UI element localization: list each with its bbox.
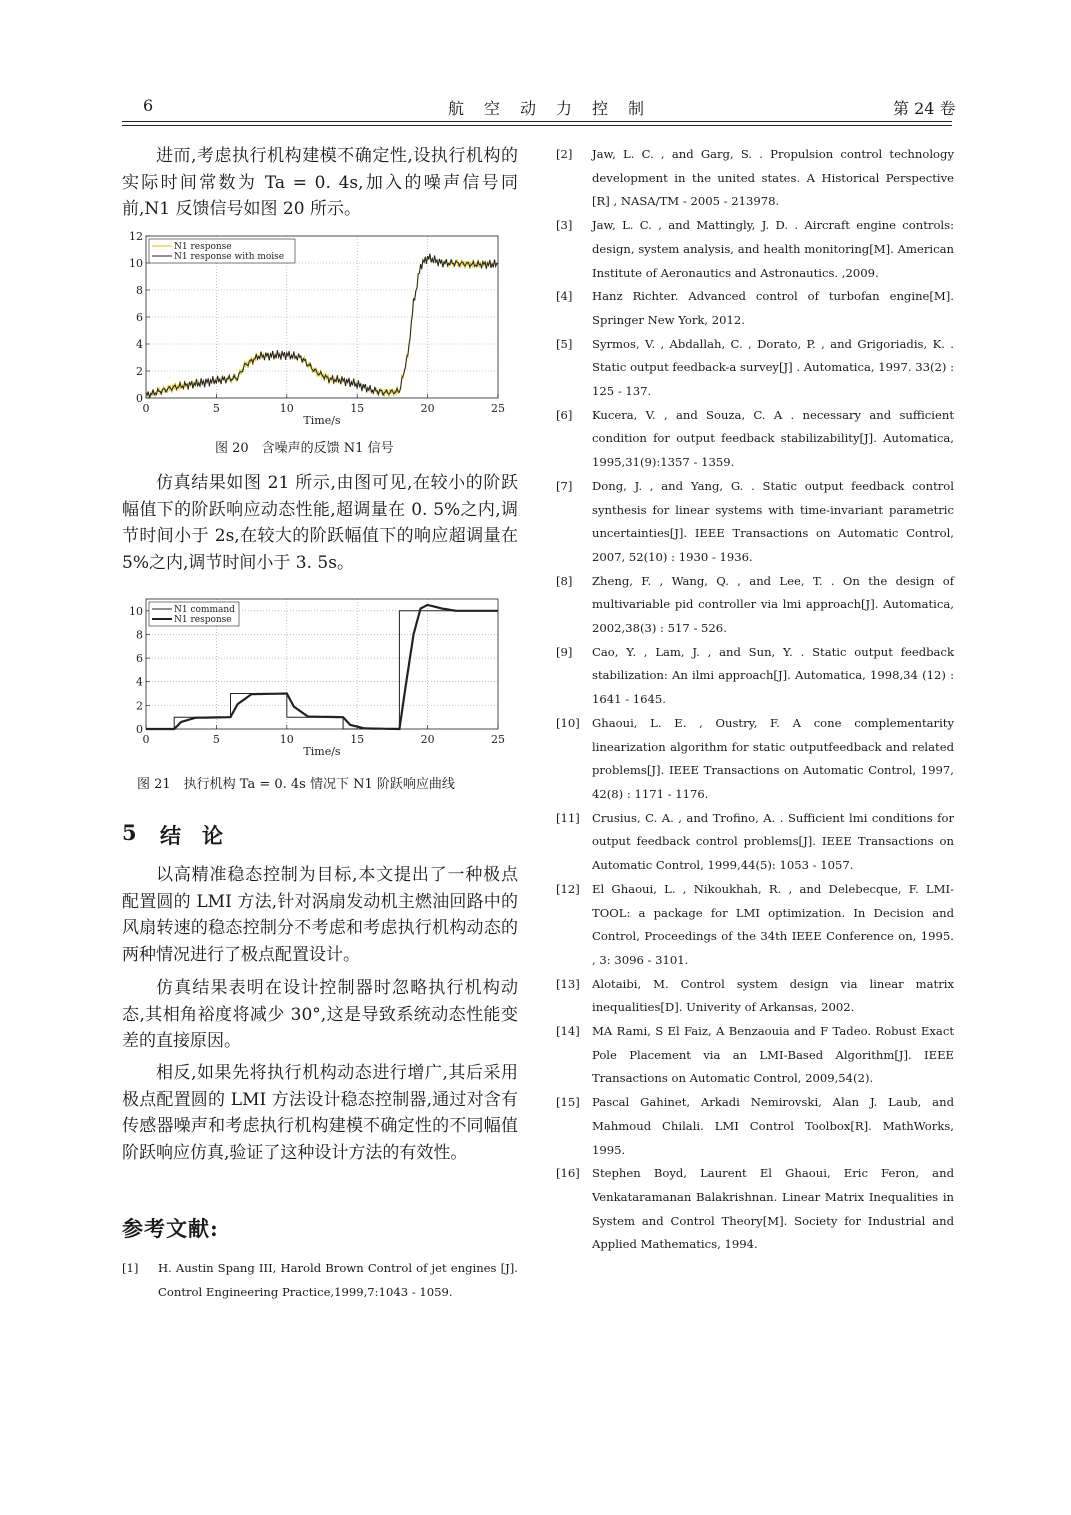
chart-legend [149,602,239,626]
header-rule [122,121,952,122]
reference-number: [8] [556,573,573,588]
paragraph-3: 以高精准稳态控制为目标,本文提出了一种极点配置圆的 LMI 方法,针对涡扇发动机主燃油回路中的风扇转速的稳态控制分不考虑和考虑执行机构动态的两种情况进行了极点配置设计。 [122,865,518,965]
x-tick-label: 20 [420,402,435,415]
reference-item [556,214,954,285]
reference-text: MA Rami, S El Faiz, A Benzaouia and F Tadeo. Robust Exact Pole Placement via an LMI-Based Algorithm[J]. IEEE Transactions on Automatic Control, 2009,54(2). [592,1024,954,1086]
reference-number: [13] [556,976,580,991]
reference-text: Cao, Y. , Lam, J. , and Sun, Y. . Static output feedback stabilization: An ilmi approach[J]. Automatica, 1998,34 (12) : 1641 - 1645. [592,644,954,707]
y-tick-label: 6 [136,311,143,324]
x-tick-label: 5 [212,402,220,415]
figure-20-caption: 图 20 含噪声的反馈 N1 信号 [215,441,394,456]
reference-item [556,333,954,404]
chart-legend [149,239,295,263]
x-tick-label: 0 [142,733,150,746]
reference-item [556,404,954,475]
reference-number: [11] [556,810,580,825]
y-tick-label: 6 [136,652,143,666]
reference-item [556,1162,954,1257]
figure-21-chart [120,593,520,763]
legend-label: N1 command [174,605,235,615]
reference-text: Hanz Richter. Advanced control of turbofan engine[M]. Springer New York, 2012. [592,289,954,327]
reference-text: Ghaoui, L. E. , Oustry, F. A cone complementarity linearization algorithm for static outputfeedback and related problems[J]. IEEE Transactions on Automatic Control, 1997, 42(8) : 1171 - 1176. [592,715,954,801]
x-axis-label: Time/s [303,745,341,758]
reference-item [556,641,954,712]
reference-text: Alotaibi, M. Control system design via linear matrix inequalities[D]. Univerity of Arkansas, 2002. [592,976,954,1015]
y-tick-label: 2 [136,699,143,713]
reference-item [556,285,954,332]
y-tick-label: 2 [136,365,143,378]
x-tick-label: 15 [350,733,365,746]
x-tick-label: 25 [491,733,505,746]
reference-item [556,143,954,214]
reference-number: [16] [556,1166,580,1181]
x-tick-label: 10 [279,733,294,746]
section-title: 结 论 [160,823,223,848]
reference-list [556,143,954,1257]
x-tick-label: 0 [142,402,150,415]
x-tick-label: 20 [420,733,435,746]
x-tick-label: 10 [279,402,294,415]
y-tick-label: 10 [129,257,143,270]
y-tick-label: 4 [136,675,143,689]
x-tick-label: 25 [491,402,505,415]
reference-number: [4] [556,289,573,304]
reference-number: [10] [556,715,580,730]
y-tick-label: 8 [136,628,143,642]
reference-number: [2] [556,147,573,161]
reference-text: Pascal Gahinet, Arkadi Nemirovski, Alan J. Laub, and Mahmoud Chilali. LMI Control Toolbox[R]. MathWorks, 1995. [592,1095,954,1157]
y-tick-label: 0 [136,392,143,405]
reference-number: [5] [556,336,573,351]
x-tick-label: 5 [212,733,220,746]
legend-label: N1 response [174,615,232,625]
reference-number: [7] [556,478,573,493]
header-rule-thin [122,125,952,126]
reference-number: [3] [556,218,573,233]
y-tick-label: 0 [136,723,143,736]
reference-text: H. Austin Spang III, Harold Brown Control of jet engines [J]. Control Engineering Practice,1999,7:1043 - 1059. [158,1261,518,1299]
page-number: 6 [143,96,154,115]
journal-title: 航 空 动 力 控 制 [448,99,647,118]
figure-21-caption: 图 21 执行机构 Ta = 0. 4s 情况下 N1 阶跃响应曲线 [137,777,455,792]
x-axis-label: Time/s [303,414,341,427]
reference-number: [6] [556,407,573,422]
reference-text: Jaw, L. C. , and Mattingly, J. D. . Aircraft engine controls: design, system analysis, and health monitoring[M]. American Institute of Aeronautics and Astronautics. ,2009. [592,218,954,280]
reference-text: Crusius, C. A. , and Trofino, A. . Sufficient lmi conditions for output feedback control problems[J]. IEEE Transactions on Automatic Control, 1999,44(5): 1053 - 1057. [592,810,954,873]
reference-item [556,1020,954,1091]
reference-item [556,878,954,973]
reference-item [556,807,954,878]
reference-text: Kucera, V. , and Souza, C. A . necessary and sufficient condition for output feedback stabilizability[J]. Automatica, 1995,31(9):1357 - 1359. [592,407,954,470]
reference-text: Jaw, L. C. , and Garg, S. . Propulsion control technology development in the united states. A Historical Perspective [R] , NASA/TM - 2005 - 213978. [592,147,954,209]
reference-1 [122,1257,518,1304]
reference-number: [15] [556,1095,580,1110]
reference-item [556,475,954,570]
reference-item [556,712,954,807]
series-line [146,611,498,729]
reference-item [556,973,954,1020]
paragraph-5: 相反,如果先将执行机构动态进行增广,其后采用极点配置圆的 LMI 方法设计稳态控制器,通过对含有传感器噪声和考虑执行机构建模不确定性的不同幅值阶跃响应仿真,验证了这种设计方法的有效性。 [122,1063,518,1163]
reference-text: El Ghaoui, L. , Nikoukhah, R. , and Delebecque, F. LMI-TOOL: a package for LMI optimization. In Decision and Control, Proceedings of the 34th IEEE Conference on, 1995. , 3: 3096 - 3101. [592,881,954,967]
reference-text: Dong, J. , and Yang, G. . Static output feedback control synthesis for linear systems with time-invariant parametric uncertainties[J]. IEEE Transactions on Automatic Control, 2007, 52(10) : 1930 - 1936. [592,478,954,564]
reference-text: Stephen Boyd, Laurent El Ghaoui, Eric Feron, and Venkataramanan Balakrishnan. Linear Matrix Inequalities in System and Control Theory[M]. Society for Industrial and Applied Mathematics, 1994. [592,1166,954,1252]
reference-text: Zheng, F. , Wang, Q. , and Lee, T. . On the design of multivariable pid controller via lmi approach[J]. Automatica, 2002,38(3) : 517 - 526. [592,573,954,636]
paragraph-1: 进而,考虑执行机构建模不确定性,设执行机构的实际时间常数为 Ta = 0. 4s,加入的噪声信号同前,N1 反馈信号如图 20 所示。 [122,146,518,219]
legend-label: N1 response [174,242,232,252]
reference-number: [14] [556,1024,580,1039]
reference-number: [12] [556,881,580,896]
reference-item [556,570,954,641]
y-tick-label: 4 [136,338,143,351]
reference-number: [1] [122,1261,139,1275]
figure-20-chart [120,226,520,428]
references-heading: 参考文献: [122,1216,219,1241]
section-number: 5 [122,820,137,845]
x-tick-label: 15 [350,402,365,415]
reference-item [556,1091,954,1162]
paragraph-4: 仿真结果表明在设计控制器时忽略执行机构动态,其相角裕度将减少 30°,这是导致系统动态性能变差的直接原因。 [122,978,518,1051]
reference-number: [9] [556,644,573,659]
volume-label: 第 24 卷 [893,99,956,118]
reference-text: Syrmos, V. , Abdallah, C. , Dorato, P. , and Grigoriadis, K. . Static output feedback-a survey[J] . Automatica, 1997. 33(2) : 125 - 137. [592,336,954,399]
y-tick-label: 10 [129,604,143,618]
y-tick-label: 8 [136,284,143,297]
paragraph-2: 仿真结果如图 21 所示,由图可见,在较小的阶跃幅值下的阶跃响应动态性能,超调量在 0. 5%之内,调节时间小于 2s,在较大的阶跃幅值下的响应超调量在 5%之内,调节时间小于 3. 5s。 [122,473,518,573]
legend-label: N1 response with moise [174,252,285,262]
y-tick-label: 12 [129,230,143,243]
